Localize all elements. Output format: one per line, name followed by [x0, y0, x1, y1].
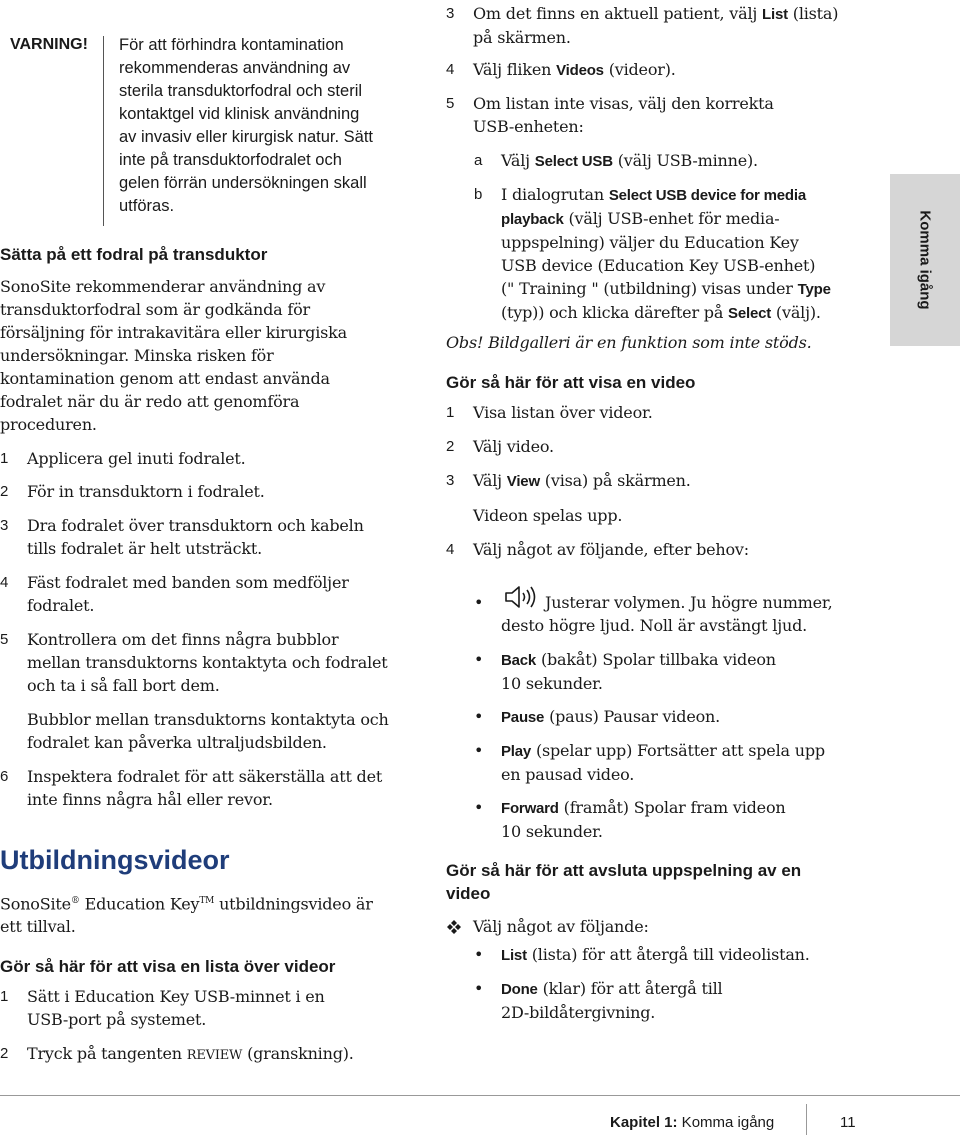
ui-label-type: Type	[797, 281, 831, 298]
note	[446, 331, 812, 354]
chapter-side-tab	[890, 174, 960, 346]
step-text: Tryck på tangenten	[27, 1044, 187, 1063]
step-text: och ta i så fall bort dem.	[27, 676, 220, 695]
option-text: desto högre ljud. Noll är avstängt ljud.	[501, 616, 808, 635]
review-key-label: REVIEW	[186, 1048, 243, 1063]
bullet: •	[474, 707, 484, 726]
step-text: Välj något av följande:	[473, 917, 649, 936]
result-text: Videon spelas upp.	[473, 506, 623, 525]
ui-label-view: View	[506, 473, 540, 490]
footer-rule	[0, 1095, 960, 1096]
option-text: (lista) för att återgå till videolistan.	[526, 945, 810, 964]
warning-label: VARNING!	[10, 36, 88, 53]
footer-chapter	[610, 1114, 774, 1131]
note-text: Bildgalleri är en funktion som inte stöds.	[488, 333, 812, 352]
step-number: 3	[446, 5, 455, 22]
speaker-volume-icon	[502, 583, 538, 617]
substep-letter: b	[474, 186, 483, 203]
section-heading-play-video: Gör så här för att visa en video	[446, 373, 696, 392]
intro-text: ett tillval.	[0, 917, 76, 937]
step-text: För in transduktorn i fodralet.	[27, 482, 265, 501]
bullet: •	[474, 798, 484, 817]
option-text: (bakåt) Spolar tillbaka videon	[536, 650, 776, 669]
step-number: 3	[0, 517, 9, 534]
step-text: Om listan inte visas, välj den korrekta	[473, 94, 774, 113]
step-number: 1	[446, 404, 455, 421]
ui-label-list: List	[501, 947, 527, 964]
step-text: USB-port på systemet.	[27, 1010, 207, 1029]
step-text: mellan transduktorns kontaktyta och fodralet	[27, 653, 388, 672]
ui-label-dialog: playback	[501, 211, 564, 228]
option-text: Justerar volymen. Ju högre nummer,	[545, 593, 833, 612]
warning-line: kontaktgel vid klinisk användning	[119, 105, 360, 123]
step-number: 5	[0, 631, 9, 648]
footer-chapter-title: Komma igång	[677, 1114, 775, 1131]
step-text: Dra fodralet över transduktorn och kabeln	[27, 516, 364, 535]
ui-label-pause: Pause	[501, 709, 545, 726]
step-text: på skärmen.	[473, 28, 571, 47]
side-tab-label: Komma igång	[916, 210, 934, 310]
step-text: fodralet.	[27, 596, 95, 615]
warning-text	[119, 34, 389, 218]
trademark-mark: TM	[199, 896, 215, 906]
intro-text: utbildningsvideo är	[214, 894, 373, 914]
intro-line: kontamination genom att endast använda	[0, 369, 330, 388]
option-text: (framåt) Spolar fram videon	[558, 798, 786, 817]
option-text: 2D-bildåtergivning.	[501, 1003, 656, 1022]
warning-line: gelen förrän undersökningen skall	[119, 174, 367, 192]
step-text: Fäst fodralet med banden som medföljer	[27, 573, 349, 592]
step-number: 2	[0, 483, 9, 500]
warning-line: sterila transduktorfodral och steril	[119, 82, 363, 100]
intro-line: undersökningar. Minska risken för	[0, 346, 274, 365]
option-text: (spelar upp) Fortsätter att spela upp	[531, 741, 825, 760]
step-number: 6	[0, 768, 9, 785]
step-text: Sätt i Education Key USB-minnet i en	[27, 987, 325, 1006]
step-text: Välj något av följande, efter behov:	[473, 540, 749, 559]
step-text: Om det finns en aktuell patient, välj	[473, 4, 763, 23]
section-heading-sheath: Sätta på ett fodral på transduktor	[0, 245, 268, 264]
step-text: Välj	[501, 151, 535, 170]
step-text: Välj	[473, 471, 507, 490]
intro-text: Education Key	[79, 894, 200, 914]
step-text: Applicera gel inuti fodralet.	[27, 449, 246, 468]
step-number: 5	[446, 95, 455, 112]
warning-line: inte på transduktorfodralet och	[119, 151, 342, 169]
step-text: Kontrollera om det finns några bubblor	[27, 630, 339, 649]
registered-mark: ®	[70, 896, 80, 906]
intro-line: proceduren.	[0, 415, 97, 434]
step-note-text: Bubblor mellan transduktorns kontaktyta och	[27, 710, 389, 729]
note-label: Obs!	[446, 333, 484, 352]
ui-label-back: Back	[501, 652, 537, 669]
step-text: (typ)) och klicka därefter på	[501, 303, 729, 322]
step-text: (granskning).	[242, 1044, 354, 1063]
bullet: •	[474, 593, 484, 612]
step-text: (" Training " (utbildning) visas under	[501, 279, 798, 298]
ui-label-list: List	[762, 6, 788, 23]
step-number: 4	[446, 61, 455, 78]
step-text: I dialogrutan	[501, 185, 609, 204]
intro-text: SonoSite	[0, 894, 71, 914]
step-number: 1	[0, 988, 9, 1005]
step-number: 1	[0, 450, 9, 467]
section-heading-list-videos: Gör så här för att visa en lista över videor	[0, 957, 336, 976]
step-text: Visa listan över videor.	[473, 403, 653, 422]
option-text: 10 sekunder.	[501, 822, 603, 841]
step-text: (välj).	[771, 303, 821, 322]
bullet: •	[474, 650, 484, 669]
intro-line: försäljning för intrakavitära eller kirurgiska	[0, 323, 347, 342]
step-text: (visa) på skärmen.	[539, 471, 691, 490]
step-number: 2	[0, 1045, 9, 1062]
step-text: USB device (Education Key USB-enhet)	[501, 256, 816, 275]
warning-line: av invasiv eller kirurgisk natur. Sätt	[119, 128, 374, 146]
option-text: en pausad video.	[501, 765, 635, 784]
ui-label-done: Done	[501, 981, 538, 998]
ui-label-dialog: Select USB device for media	[608, 187, 806, 204]
warning-line: utföras.	[119, 197, 175, 215]
videos-intro	[0, 890, 410, 938]
intro-line: SonoSite rekommenderar användning av	[0, 277, 326, 296]
step-text: (välj USB-minne).	[612, 151, 758, 170]
page-number: 11	[840, 1114, 856, 1131]
step-text: (videor).	[603, 60, 676, 79]
sheath-intro	[0, 275, 400, 436]
step-text: inte finns några hål eller revor.	[27, 790, 273, 809]
ui-label-select: Select	[728, 305, 772, 322]
intro-line: transduktorfodral som är godkända för	[0, 300, 310, 319]
step-number: 2	[446, 438, 455, 455]
step-text: (välj USB-enhet för media-	[563, 209, 780, 228]
ui-label-play: Play	[501, 743, 532, 760]
section-heading-videos: Utbildningsvideor	[0, 845, 230, 875]
option-text: (paus) Pausar videon.	[544, 707, 721, 726]
step-text: tills fodralet är helt utsträckt.	[27, 539, 262, 558]
option-text: 10 sekunder.	[501, 674, 603, 693]
warning-line: rekommenderas användning av	[119, 59, 351, 77]
bullet: •	[474, 741, 484, 760]
footer-chapter-label: Kapitel 1:	[610, 1114, 678, 1131]
step-text: USB-enheten:	[473, 117, 584, 136]
footer-separator	[806, 1104, 807, 1135]
step-text: Välj video.	[473, 437, 554, 456]
ui-label-select-usb: Select USB	[534, 153, 613, 170]
heading-line: video	[446, 884, 491, 903]
option-text: (klar) för att återgå till	[537, 979, 723, 998]
ui-label-videos: Videos	[556, 62, 604, 79]
step-text: uppspelning) väljer du Education Key	[501, 233, 799, 252]
step-text: (lista)	[787, 4, 839, 23]
step-number: 4	[0, 574, 9, 591]
diamond-bullet-icon	[446, 918, 462, 941]
step-number: 3	[446, 472, 455, 489]
warning-line: För att förhindra kontamination	[119, 36, 344, 54]
step-text: Välj fliken	[473, 60, 557, 79]
step-text: Inspektera fodralet för att säkerställa att det	[27, 767, 383, 786]
ui-label-forward: Forward	[501, 800, 559, 817]
bullet: •	[474, 979, 484, 998]
heading-line: Gör så här för att avsluta uppspelning av en	[446, 861, 802, 880]
section-heading-stop-video	[446, 859, 866, 905]
step-note-text: fodralet kan påverka ultraljudsbilden.	[27, 733, 327, 752]
bullet: •	[474, 945, 484, 964]
step-number: 4	[446, 541, 455, 558]
substep-letter: a	[474, 152, 483, 169]
intro-line: fodralet när du är redo att genomföra	[0, 392, 300, 411]
warning-divider	[103, 36, 104, 226]
